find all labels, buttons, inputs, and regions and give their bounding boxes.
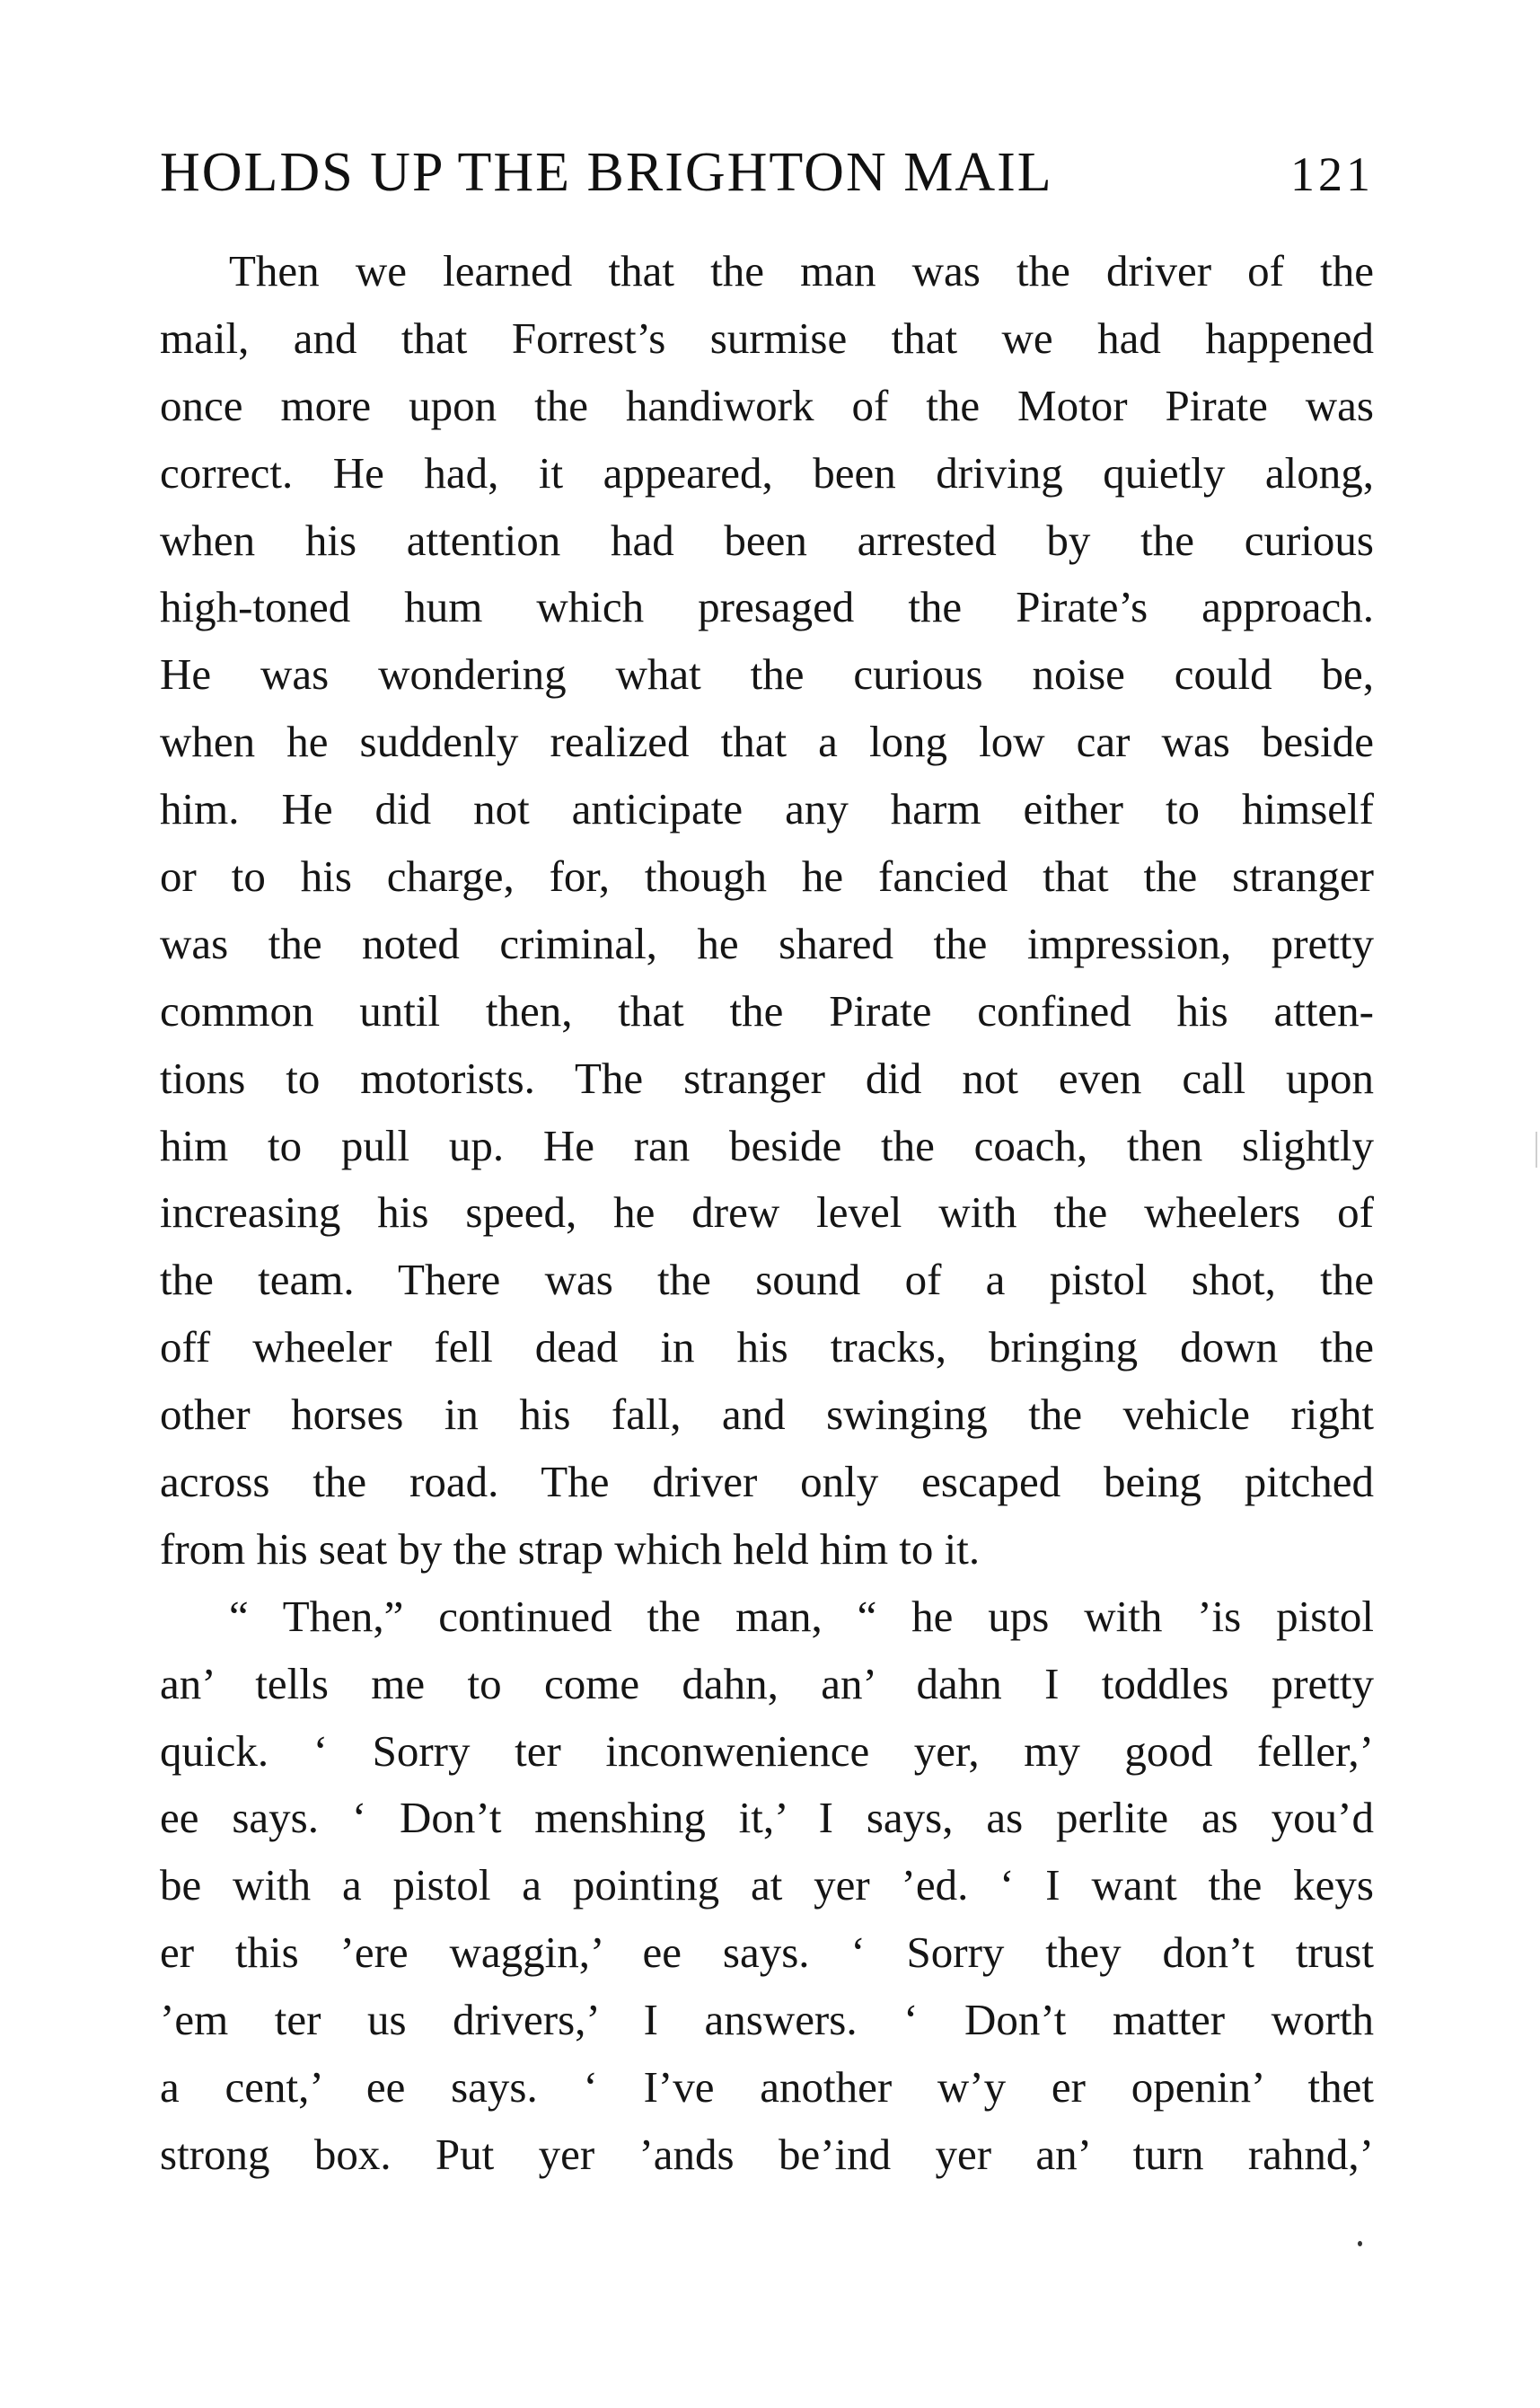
page-number: 121 <box>1290 147 1374 201</box>
text-line: across the road. The driver only escaped being pitched <box>160 1457 1374 1507</box>
ink-speck <box>1358 2241 1362 2246</box>
body-text <box>160 238 1374 2189</box>
text-line: increasing his speed, he drew level with the wheelers of <box>160 1187 1374 1238</box>
scan-margin-mark <box>1536 1132 1537 1168</box>
text-line: a cent,’ ee says. ‘ I’ve another w’y er openin’ thet <box>160 2062 1374 2113</box>
text-line: er this ’ere waggin,’ ee says. ‘ Sorry they don’t trust <box>160 1927 1374 1978</box>
text-line: strong box. Put yer ’ands be’ind yer an’ turn rahnd,’ <box>160 2129 1374 2179</box>
text-line: be with a pistol a pointing at yer ’ed. ‘ I want the keys <box>160 1860 1374 1910</box>
text-line: quick. ‘ Sorry ter inconwenience yer, my good feller,’ <box>160 1725 1374 1776</box>
text-line: tions to motorists. The stranger did not even call upon <box>160 1053 1374 1103</box>
text-line: Then we learned that the man was the driver of the <box>229 246 1374 295</box>
running-head <box>160 137 1374 208</box>
text-line: him to pull up. He ran beside the coach, then slightly <box>160 1120 1374 1170</box>
text-line: or to his charge, for, though he fancied that the stranger <box>160 851 1374 902</box>
text-line: off wheeler fell dead in his tracks, bringing down the <box>160 1322 1374 1372</box>
text-line: from his seat by the strap which held him to it. <box>160 1523 981 1574</box>
text-line: correct. He had, it appeared, been driving quietly along, <box>160 447 1374 498</box>
text-line: “ Then,” continued the man, “ he ups with ’is pistol <box>229 1591 1374 1641</box>
text-line: an’ tells me to come dahn, an’ dahn I toddles pretty <box>160 1658 1374 1708</box>
text-line: mail, and that Forrest’s surmise that we had happened <box>160 313 1374 363</box>
text-line: other horses in his fall, and swinging the vehicle right <box>160 1389 1374 1440</box>
text-line: high-toned hum which presaged the Pirate’s approach. <box>160 582 1374 632</box>
text-line: common until then, that the Pirate confined his atten- <box>160 985 1374 1036</box>
text-line: was the noted criminal, he shared the impression, pretty <box>160 918 1374 968</box>
text-line: the team. There was the sound of a pistol shot, the <box>160 1255 1374 1305</box>
paragraph-2 <box>160 1583 1374 2189</box>
running-title: HOLDS UP THE BRIGHTON MAIL <box>160 142 1053 203</box>
paragraph-1 <box>160 238 1374 1583</box>
text-line: once more upon the handiwork of the Motor Pirate was <box>160 380 1374 430</box>
text-line: when he suddenly realized that a long low car was beside <box>160 717 1374 767</box>
text-line: ’em ter us drivers,’ I answers. ‘ Don’t matter worth <box>160 1995 1374 2045</box>
text-line: him. He did not anticipate any harm either to himself <box>160 784 1374 834</box>
text-line: He was wondering what the curious noise could be, <box>160 649 1374 700</box>
text-line: ee says. ‘ Don’t menshing it,’ I says, as perlite as you’d <box>160 1793 1374 1843</box>
text-line: when his attention had been arrested by the curious <box>160 515 1374 565</box>
